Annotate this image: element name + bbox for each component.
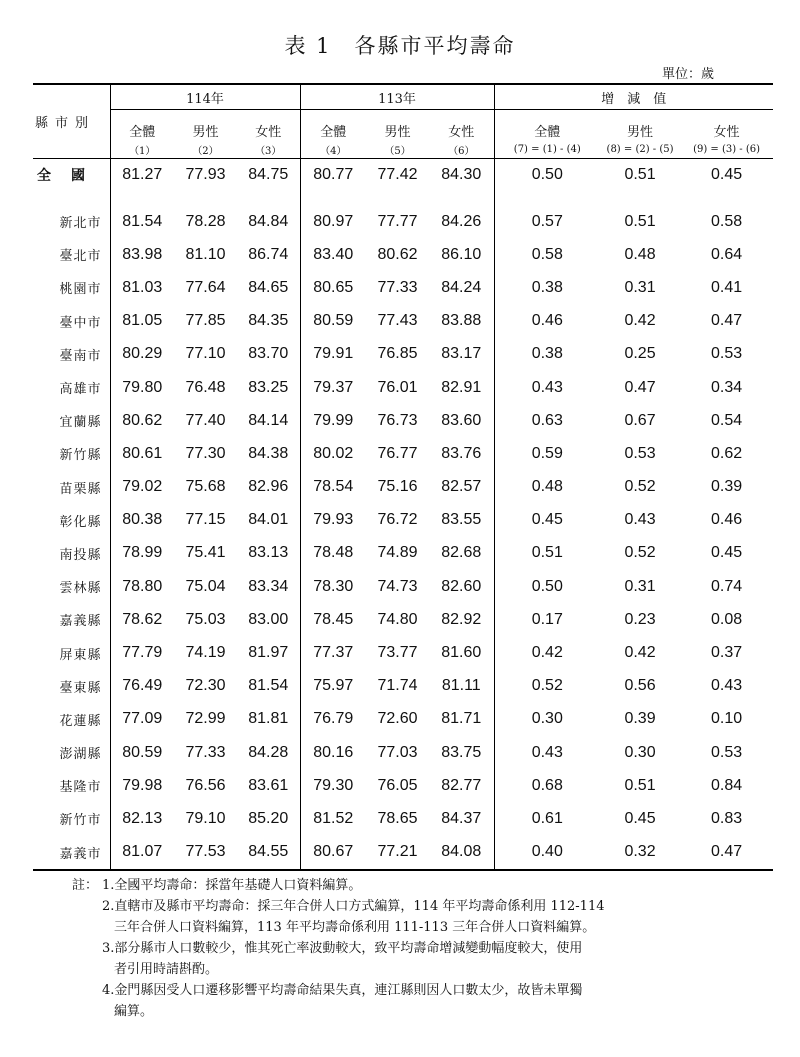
value-cell: 75.03 xyxy=(185,610,226,628)
area-name: 新竹市 xyxy=(59,813,102,829)
table-row xyxy=(33,537,773,570)
value-cell: 0.56 xyxy=(624,677,656,695)
area-name: 花蓮縣 xyxy=(59,713,102,729)
note-item xyxy=(72,938,732,980)
value-cell: 84.01 xyxy=(248,511,289,529)
value-cell: 0.52 xyxy=(624,544,656,562)
value-cell: 79.37 xyxy=(300,371,366,404)
area-name: 基隆市 xyxy=(59,780,102,796)
value-cell: 72.30 xyxy=(185,677,226,695)
value-cell: 83.13 xyxy=(248,544,289,562)
area-name: 臺中市 xyxy=(59,315,102,331)
table-row xyxy=(33,305,773,338)
value-cell: 0.10 xyxy=(710,710,743,728)
value-cell: 0.23 xyxy=(624,610,656,628)
value-cell: 0.38 xyxy=(494,338,600,371)
value-cell: 77.43 xyxy=(377,312,418,330)
area-name: 桃園市 xyxy=(59,282,102,298)
value-cell: 0.52 xyxy=(624,478,656,496)
value-cell: 80.67 xyxy=(300,836,366,870)
table-row xyxy=(33,802,773,835)
value-cell: 82.13 xyxy=(110,802,174,835)
value-cell: 84.30 xyxy=(441,166,482,183)
value-cell: 81.54 xyxy=(110,205,174,238)
column-header: 全體 xyxy=(110,110,174,141)
value-cell: 0.17 xyxy=(494,603,600,636)
value-cell: 0.40 xyxy=(494,836,600,870)
value-cell: 80.16 xyxy=(300,736,366,769)
table-row xyxy=(33,404,773,437)
notes-section xyxy=(72,875,732,1022)
value-cell: 0.46 xyxy=(710,511,743,529)
value-cell: 77.30 xyxy=(185,444,226,462)
value-cell: 77.33 xyxy=(185,743,226,761)
value-cell: 80.59 xyxy=(110,736,174,769)
group-header-change: 增 減 值 xyxy=(494,84,773,110)
value-cell: 80.62 xyxy=(377,245,418,263)
value-cell: 0.47 xyxy=(680,836,773,870)
value-cell: 0.37 xyxy=(710,644,743,662)
value-cell: 77.93 xyxy=(185,166,226,183)
value-cell: 84.35 xyxy=(248,312,289,330)
value-cell: 0.47 xyxy=(710,312,743,330)
value-cell: 84.38 xyxy=(248,444,289,462)
value-cell: 83.98 xyxy=(110,238,174,271)
value-cell: 0.38 xyxy=(494,271,600,304)
value-cell: 0.61 xyxy=(494,802,600,835)
note-text-continued: 者引用時請斟酌。 xyxy=(114,962,219,977)
value-cell: 0.25 xyxy=(624,345,656,363)
note-text: 4.金門縣因受人口遷移影響平均壽命結果失真，連江縣則因人口數太少，故皆未單獨 xyxy=(102,983,583,998)
value-cell: 0.54 xyxy=(710,411,743,429)
value-cell: 0.30 xyxy=(624,743,656,761)
value-cell: 81.60 xyxy=(441,644,482,662)
value-cell: 83.17 xyxy=(441,345,482,363)
value-cell: 0.42 xyxy=(624,312,656,330)
column-index: （3） xyxy=(237,140,300,159)
value-cell: 78.28 xyxy=(185,212,226,230)
value-cell: 80.62 xyxy=(110,404,174,437)
value-cell: 0.57 xyxy=(494,205,600,238)
value-cell: 74.19 xyxy=(185,644,226,662)
column-header: 女性 xyxy=(255,125,282,140)
value-cell: 76.49 xyxy=(110,670,174,703)
value-cell: 0.45 xyxy=(494,504,600,537)
value-cell: 0.45 xyxy=(710,166,743,183)
value-cell: 74.73 xyxy=(377,577,418,595)
value-cell: 0.47 xyxy=(624,378,656,396)
column-header: 女性 xyxy=(713,125,740,140)
note-text: 2.直轄市及縣市平均壽命：採三年合併人口方式編算，114 年平均壽命係利用 112-114 xyxy=(102,899,605,914)
value-cell: 79.02 xyxy=(110,471,174,504)
value-cell: 0.31 xyxy=(624,278,656,296)
area-name: 嘉義縣 xyxy=(59,614,102,630)
area-name: 苗栗縣 xyxy=(59,481,102,497)
column-header: 全體 xyxy=(494,110,600,141)
value-cell: 0.42 xyxy=(624,644,656,662)
value-cell: 75.68 xyxy=(185,478,226,496)
value-cell: 76.77 xyxy=(377,444,418,462)
value-cell: 81.27 xyxy=(110,159,174,192)
value-cell: 81.07 xyxy=(110,836,174,870)
value-cell: 82.91 xyxy=(441,378,482,396)
value-cell: 73.77 xyxy=(377,644,418,662)
column-header: 全體 xyxy=(300,110,366,141)
value-cell: 79.30 xyxy=(300,769,366,802)
table-row xyxy=(33,238,773,271)
unit-label: 單位：歲 xyxy=(661,67,714,82)
value-cell: 84.24 xyxy=(441,278,482,296)
value-cell: 78.62 xyxy=(110,603,174,636)
value-cell: 78.80 xyxy=(110,570,174,603)
value-cell: 0.43 xyxy=(710,677,743,695)
value-cell: 82.96 xyxy=(248,478,289,496)
value-cell: 83.55 xyxy=(441,511,482,529)
value-cell: 80.61 xyxy=(110,437,174,470)
value-cell: 76.05 xyxy=(377,776,418,794)
value-cell: 0.83 xyxy=(710,809,743,827)
value-cell: 77.37 xyxy=(300,636,366,669)
value-cell: 0.59 xyxy=(494,437,600,470)
value-cell: 0.50 xyxy=(494,570,600,603)
value-cell: 77.40 xyxy=(185,411,226,429)
value-cell: 0.51 xyxy=(624,212,656,230)
value-cell: 0.53 xyxy=(710,345,743,363)
column-index: (9) = (3) - (6) xyxy=(680,140,773,159)
value-cell: 84.75 xyxy=(248,166,289,183)
table-row xyxy=(33,769,773,802)
value-cell: 77.21 xyxy=(366,836,429,870)
value-cell: 81.71 xyxy=(441,710,482,728)
value-cell: 79.93 xyxy=(300,504,366,537)
value-cell: 0.43 xyxy=(494,736,600,769)
column-header: 男性 xyxy=(627,125,654,140)
note-item xyxy=(72,896,732,938)
value-cell: 79.98 xyxy=(110,769,174,802)
value-cell: 0.39 xyxy=(624,710,656,728)
table-row xyxy=(33,736,773,769)
value-cell: 0.34 xyxy=(710,378,743,396)
column-index: (7) = (1) - (4) xyxy=(494,140,600,159)
value-cell: 0.31 xyxy=(624,577,656,595)
value-cell: 71.74 xyxy=(377,677,418,695)
value-cell: 0.41 xyxy=(710,278,743,296)
value-cell: 81.54 xyxy=(248,677,289,695)
value-cell: 0.46 xyxy=(494,305,600,338)
value-cell: 80.59 xyxy=(300,305,366,338)
value-cell: 0.58 xyxy=(710,212,743,230)
value-cell: 76.79 xyxy=(300,703,366,736)
value-cell: 80.65 xyxy=(300,271,366,304)
value-cell: 83.25 xyxy=(248,378,289,396)
area-name: 臺東縣 xyxy=(59,680,102,696)
area-name: 臺南市 xyxy=(59,348,102,364)
note-text: 3.部分縣市人口數較少，惟其死亡率波動較大，致平均壽命增減變動幅度較大，使用 xyxy=(102,941,583,956)
value-cell: 78.65 xyxy=(377,809,418,827)
table-row xyxy=(33,703,773,736)
value-cell: 79.99 xyxy=(300,404,366,437)
value-cell: 0.68 xyxy=(494,769,600,802)
value-cell: 75.16 xyxy=(377,478,418,496)
value-cell: 81.97 xyxy=(248,644,289,662)
value-cell: 84.28 xyxy=(248,743,289,761)
value-cell: 78.45 xyxy=(300,603,366,636)
value-cell: 82.77 xyxy=(441,776,482,794)
value-cell: 0.53 xyxy=(710,743,743,761)
value-cell: 83.88 xyxy=(441,312,482,330)
value-cell: 81.10 xyxy=(185,245,226,263)
value-cell: 0.64 xyxy=(710,245,743,263)
table-row xyxy=(33,670,773,703)
note-text-continued: 編算。 xyxy=(114,1004,154,1019)
value-cell: 0.58 xyxy=(494,238,600,271)
value-cell: 0.43 xyxy=(624,511,656,529)
value-cell: 74.80 xyxy=(377,610,418,628)
value-cell: 81.81 xyxy=(248,710,289,728)
area-name: 彰化縣 xyxy=(59,514,102,530)
note-item xyxy=(72,875,732,896)
value-cell: 78.54 xyxy=(300,471,366,504)
column-index: （4） xyxy=(300,140,366,159)
value-cell: 82.68 xyxy=(441,544,482,562)
table-row xyxy=(33,371,773,404)
value-cell: 77.09 xyxy=(110,703,174,736)
value-cell: 75.04 xyxy=(185,577,226,595)
value-cell: 77.15 xyxy=(185,511,226,529)
value-cell: 81.03 xyxy=(110,271,174,304)
column-index: (8) = (2) - (5) xyxy=(600,140,680,159)
group-header-114: 114年 xyxy=(110,84,300,110)
national-row xyxy=(33,159,773,192)
value-cell: 77.03 xyxy=(377,743,418,761)
value-cell: 82.57 xyxy=(441,478,482,496)
value-cell: 79.80 xyxy=(110,371,174,404)
value-cell: 83.34 xyxy=(248,577,289,595)
area-name: 新北市 xyxy=(59,216,102,232)
value-cell: 72.99 xyxy=(185,710,226,728)
value-cell: 78.99 xyxy=(110,537,174,570)
value-cell: 76.56 xyxy=(185,776,226,794)
value-cell: 86.74 xyxy=(248,245,289,263)
value-cell: 83.00 xyxy=(248,610,289,628)
value-cell: 77.53 xyxy=(174,836,237,870)
note-text: 1.全國平均壽命：採當年基礎人口資料編算。 xyxy=(102,878,362,893)
value-cell: 0.74 xyxy=(710,577,743,595)
row-header-label: 縣市別 xyxy=(33,84,110,159)
value-cell: 0.45 xyxy=(710,544,743,562)
value-cell: 84.84 xyxy=(248,212,289,230)
value-cell: 75.97 xyxy=(300,670,366,703)
area-name: 新竹縣 xyxy=(59,448,102,464)
value-cell: 81.11 xyxy=(441,677,481,695)
area-name: 澎湖縣 xyxy=(59,747,102,763)
value-cell: 0.51 xyxy=(624,166,656,183)
value-cell: 79.91 xyxy=(300,338,366,371)
national-label: 全 國 xyxy=(37,168,85,184)
value-cell: 0.43 xyxy=(494,371,600,404)
column-header: 女性 xyxy=(448,125,475,140)
value-cell: 76.01 xyxy=(377,378,418,396)
value-cell: 83.75 xyxy=(441,743,482,761)
value-cell: 80.77 xyxy=(300,159,366,192)
value-cell: 0.51 xyxy=(624,776,656,794)
value-cell: 81.05 xyxy=(110,305,174,338)
table-row xyxy=(33,271,773,304)
value-cell: 78.30 xyxy=(300,570,366,603)
table-row xyxy=(33,603,773,636)
value-cell: 0.67 xyxy=(624,411,656,429)
value-cell: 74.89 xyxy=(377,544,418,562)
value-cell: 0.30 xyxy=(494,703,600,736)
value-cell: 0.45 xyxy=(624,809,656,827)
value-cell: 83.61 xyxy=(248,776,289,794)
value-cell: 77.77 xyxy=(377,212,418,230)
table-row xyxy=(33,437,773,470)
table-row xyxy=(33,836,773,870)
value-cell: 0.51 xyxy=(494,537,600,570)
value-cell: 77.64 xyxy=(185,278,226,296)
column-index: （1） xyxy=(110,140,174,159)
value-cell: 83.76 xyxy=(441,444,482,462)
column-header: 男性 xyxy=(384,125,411,140)
value-cell: 0.62 xyxy=(710,444,743,462)
table-row xyxy=(33,570,773,603)
column-index: （2） xyxy=(174,140,237,159)
value-cell: 77.79 xyxy=(110,636,174,669)
value-cell: 84.37 xyxy=(441,809,482,827)
value-cell: 77.33 xyxy=(377,278,418,296)
column-index: （5） xyxy=(366,140,429,159)
table-row xyxy=(33,205,773,238)
value-cell: 83.40 xyxy=(300,238,366,271)
value-cell: 76.85 xyxy=(377,345,418,363)
value-cell: 0.84 xyxy=(710,776,743,794)
value-cell: 0.63 xyxy=(494,404,600,437)
value-cell: 84.08 xyxy=(429,836,494,870)
value-cell: 82.60 xyxy=(441,577,482,595)
value-cell: 0.42 xyxy=(494,636,600,669)
table-row xyxy=(33,471,773,504)
value-cell: 80.97 xyxy=(300,205,366,238)
column-index: （6） xyxy=(429,140,494,159)
value-cell: 82.92 xyxy=(441,610,482,628)
table-row xyxy=(33,338,773,371)
value-cell: 76.73 xyxy=(377,411,418,429)
spacer-row xyxy=(33,191,773,205)
value-cell: 85.20 xyxy=(248,809,289,827)
area-name: 宜蘭縣 xyxy=(59,415,102,431)
table-row xyxy=(33,636,773,669)
value-cell: 77.42 xyxy=(377,166,418,183)
value-cell: 80.02 xyxy=(300,437,366,470)
life-expectancy-table xyxy=(33,83,773,871)
value-cell: 81.52 xyxy=(300,802,366,835)
note-text-continued: 三年合併人口資料編算，113 年平均壽命係利用 111-113 三年合併人口資料編算。 xyxy=(114,920,596,935)
value-cell: 77.85 xyxy=(185,312,226,330)
value-cell: 0.52 xyxy=(494,670,600,703)
value-cell: 0.48 xyxy=(624,245,656,263)
value-cell: 77.10 xyxy=(185,345,226,363)
area-name: 屏東縣 xyxy=(59,647,102,663)
column-header: 男性 xyxy=(192,125,219,140)
table-row xyxy=(33,504,773,537)
value-cell: 0.08 xyxy=(710,610,743,628)
group-header-113: 113年 xyxy=(300,84,494,110)
area-name: 南投縣 xyxy=(59,547,102,563)
value-cell: 76.48 xyxy=(185,378,226,396)
area-name: 嘉義市 xyxy=(33,836,110,870)
value-cell: 84.26 xyxy=(441,212,482,230)
value-cell: 0.39 xyxy=(710,478,743,496)
value-cell: 83.60 xyxy=(441,411,482,429)
value-cell: 0.50 xyxy=(494,159,600,192)
value-cell: 0.32 xyxy=(600,836,680,870)
note-item xyxy=(72,980,732,1022)
notes-label: 註： xyxy=(72,878,99,893)
value-cell: 79.10 xyxy=(185,809,226,827)
area-name: 高雄市 xyxy=(59,382,102,398)
value-cell: 72.60 xyxy=(377,710,418,728)
value-cell: 83.70 xyxy=(248,345,289,363)
value-cell: 75.41 xyxy=(185,544,226,562)
value-cell: 84.14 xyxy=(248,411,289,429)
value-cell: 84.65 xyxy=(248,278,289,296)
value-cell: 86.10 xyxy=(441,245,482,263)
area-name: 雲林縣 xyxy=(59,581,102,597)
value-cell: 76.72 xyxy=(377,511,418,529)
value-cell: 80.38 xyxy=(110,504,174,537)
value-cell: 84.55 xyxy=(237,836,300,870)
value-cell: 80.29 xyxy=(110,338,174,371)
area-name: 臺北市 xyxy=(59,249,102,265)
value-cell: 0.53 xyxy=(624,444,656,462)
value-cell: 78.48 xyxy=(300,537,366,570)
value-cell: 0.48 xyxy=(494,471,600,504)
table-title: 表 1 各縣市平均壽命 xyxy=(284,34,516,58)
